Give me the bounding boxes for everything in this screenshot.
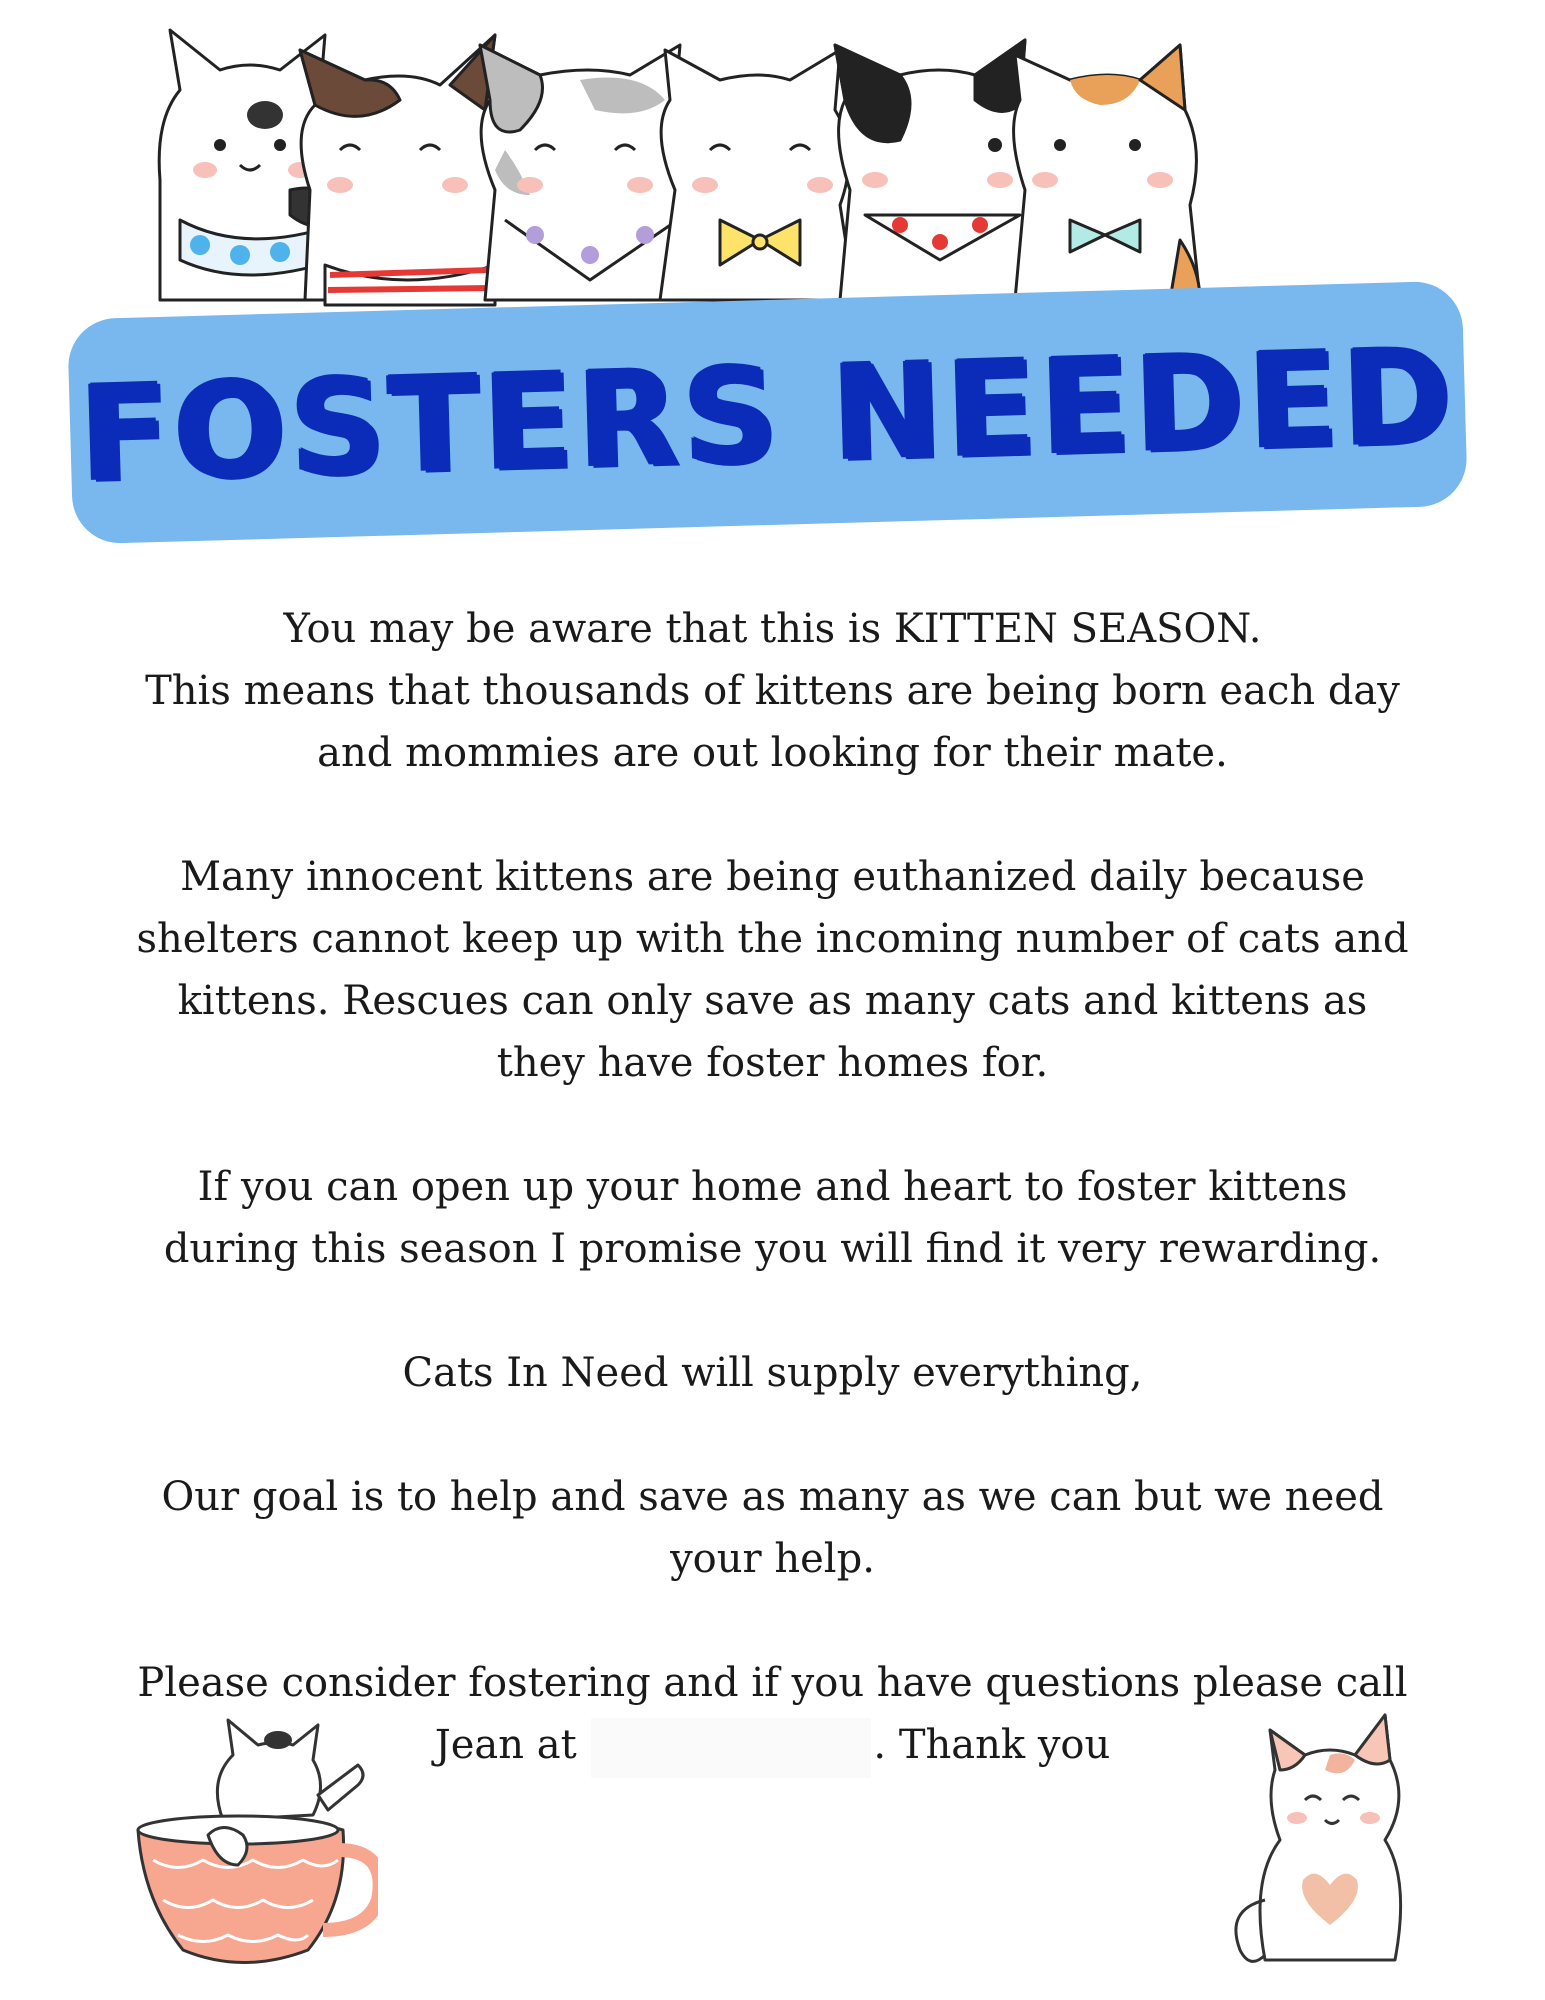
- intro-line-2: This means that thousands of kittens are being born each day and mommies are out looking for their mate.: [145, 668, 1400, 776]
- cat-3-icon: [480, 45, 690, 300]
- paragraph-goal: Our goal is to help and save as many as we can but we need your help.: [161, 1474, 1384, 1582]
- paragraph-supply: Cats In Need will supply everything,: [402, 1350, 1143, 1396]
- intro-line-1: You may be aware that this is KITTEN SEASON.: [283, 606, 1262, 652]
- cat-5-icon: [835, 40, 1040, 300]
- sitting-cat-icon: [1225, 1700, 1425, 1980]
- cat-4-icon: [660, 50, 855, 300]
- paragraph-intro: [130, 598, 1415, 784]
- redacted-phone: [591, 1718, 871, 1778]
- cat-in-teacup-icon: [128, 1700, 378, 1975]
- cartoon-cats-lineup-icon: [140, 20, 1380, 320]
- cat-2-icon: [300, 35, 503, 305]
- flyer-body: [130, 598, 1415, 1840]
- contact-text: Please consider fostering and if you have questions please call Jean at: [137, 1660, 1408, 1768]
- paragraph-open-home: If you can open up your home and heart to foster kittens during this season I promise you will find it very rewarding.: [163, 1164, 1382, 1272]
- cat-6-icon: [1014, 45, 1200, 300]
- page-title: FOSTERS NEEDED: [77, 318, 1458, 512]
- thank-you-text: . Thank you: [873, 1722, 1111, 1768]
- paragraph-euthanized: Many innocent kittens are being euthanized daily because shelters cannot keep up with the incoming number of cats and kittens. Rescues can only save as many cats and kittens as they have foster homes for.: [136, 854, 1409, 1086]
